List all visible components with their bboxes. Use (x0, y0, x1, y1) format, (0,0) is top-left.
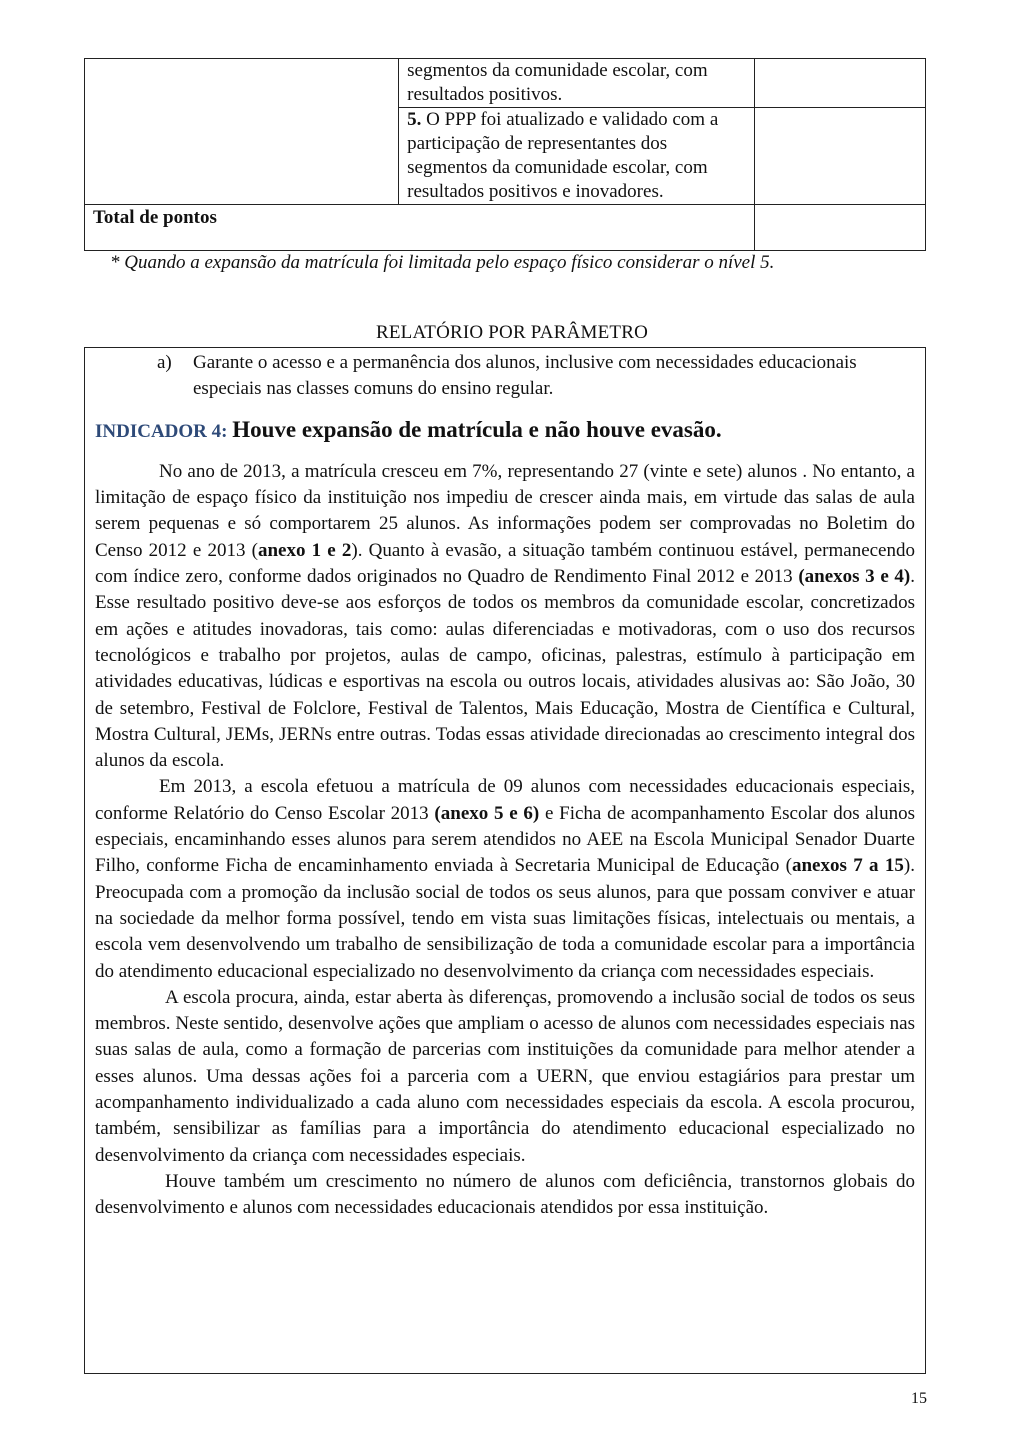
footnote: * Quando a expansão da matrícula foi limitada pelo espaço físico considerar o nível 5. (110, 252, 775, 273)
parameter-text: Garante o acesso e a permanência dos alunos, inclusive com necessidades educacionais especiais nas classes comuns do ensino regular. (193, 352, 857, 400)
total-label: Total de pontos (85, 205, 755, 251)
table-cell-score (755, 108, 926, 205)
paragraph-3: A escola procura, ainda, estar aberta às diferenças, promovendo a inclusão social de todos os seus membros. Neste sentido, desenvolve ações que ampliam o acesso de alunos com necessidades especiais nas suas salas de aula, como a formação de parcerias com instituições da comunidade para melhor atender a esses alunos. Uma dessas ações foi a parceria com a UERN, que enviou estagiários para prestar um acompanhamento individualizado a cada aluno com necessidades especiais da escola. A escola procurou, também, sensibilizar as famílias para a importância do atendimento educacional especializado no desenvolvimento da criança com necessidades especiais. (95, 986, 915, 1166)
parameter-item (157, 350, 915, 403)
text-span: No ano de 2013, a matrícula cresceu em 7%, representando 27 (vinte e sete) alunos . No entanto, a limitação de espaço físico da instituição nos impediu de crescer ainda mais, em virtude das salas de aula serem pequenas e só comportarem 25 alunos. As informações podem ser comprovadas no Boletim do Censo 2012 e 2013 ( (95, 460, 915, 561)
page-number: 15 (911, 1390, 927, 1407)
parameter-letter: a) (157, 352, 172, 373)
table-row (85, 59, 926, 108)
annex-reference: (anexos 3 e 4) (798, 566, 911, 588)
text-span: e Ficha de acompanhamento Escolar dos alunos especiais, encaminhando esses alunos para serem atendidos no AEE na Escola Municipal Senador Duarte Filho, conforme Ficha de encaminhamento enviada à Secretaria Municipal de Educação ( (95, 802, 915, 877)
annex-reference: anexo 1 e 2 (257, 539, 352, 561)
indicator-label: INDICADOR 4: (95, 420, 228, 442)
level-description: O PPP foi atualizado e validado com a participação de representantes dos segmentos da comunidade escolar, com resultados positivos e inovadores. (407, 109, 719, 202)
report-box (84, 347, 926, 1374)
indicator-heading (95, 417, 915, 445)
table-cell-empty (85, 59, 399, 205)
table-cell-level-text (399, 59, 755, 108)
paragraph-4: Houve também um crescimento no número de alunos com deficiência, transtornos globais do desenvolvimento e alunos com necessidades educacionais atendidos por essa instituição. (95, 1170, 915, 1219)
level-description: segmentos da comunidade escolar, com resultados positivos. (407, 60, 708, 105)
indicator-title: Houve expansão de matrícula e não houve evasão. (232, 416, 722, 442)
text-span: ). Preocupada com a promoção da inclusão social de todos os seus alunos, para que possam conviver e atuar na sociedade da melhor forma possível, tendo em vista suas limitações físicas, intelectuais ou mentais, a escola vem desenvolvendo um trabalho de sensibilização de toda a comunidade escolar para a importância do atendimento educacional especializado no desenvolvimento da criança com necessidades especiais. (95, 855, 915, 982)
paragraph-2 (95, 774, 915, 984)
level-number: 5. (407, 109, 422, 130)
text-span: . Esse resultado positivo deve-se aos esforços de todos os membros da comunidade escolar, concretizados em ações e atitudes inovadoras, tais como: aulas diferenciadas e motivadoras, com o uso dos recursos tecnológicos e trabalho por projetos, aulas de campo, oficinas, palestras, estímulo à participação em atividades educativas, lúdicas e esportivas na escola ou outros locais, atividades alusivas ao: São João, 30 de setembro, Festival de Folclore, Festival de Talentos, Mais Educação, Mostra de Científica e Cultural, Mostra Cultural, JEMs, JERNs entre outras. Todas essas atividade direcionadas ao crescimento integral dos alunos da escola. (95, 566, 915, 772)
table-cell-level-text (399, 108, 755, 205)
table-row-total (85, 205, 926, 251)
annex-reference: anexos 7 a 15 (791, 855, 904, 877)
total-score-cell (755, 205, 926, 251)
text-span: ). Quanto à evasão, a situação também continuou estável, permanecendo com índice zero, conforme dados originados no Quadro de Rendimento Final 2012 e 2013 (95, 539, 915, 588)
table-cell-score (755, 59, 926, 108)
scoring-table (84, 58, 926, 251)
report-title: RELATÓRIO POR PARÂMETRO (375, 322, 649, 343)
paragraph-1 (95, 459, 915, 775)
annex-reference: (anexo 5 e 6) (434, 802, 540, 824)
text-span: Em 2013, a escola efetuou a matrícula de 09 alunos com necessidades educacionais especiais, conforme Relatório do Censo Escolar 2013 (95, 776, 915, 824)
